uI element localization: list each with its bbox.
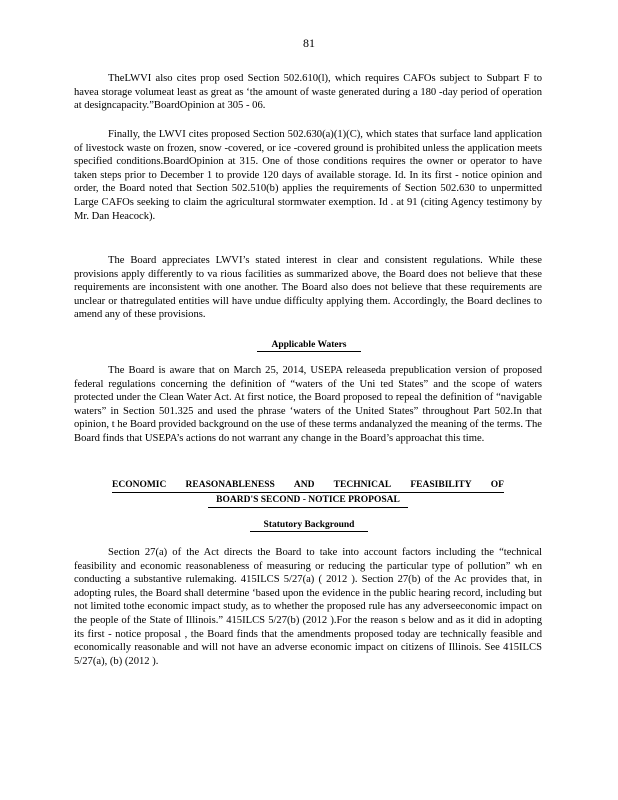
paragraph: The Board appreciates LWVI’s stated interest in clear and consistent regulations. While these provisions apply differently to va rious facilities as summarized above, the Board does not believe that these requirements are inconsistent with one another. The Board also does not believe that these requirements are unclear or thatregulated entities will have undue difficulty applying them. Accordingly, the Board declines to amend any of these provisions. (74, 255, 542, 321)
section-heading-economic-reasonableness (112, 478, 504, 508)
paragraph-board-appreciates (74, 254, 542, 322)
heading-line-2: BOARD'S SECOND - NOTICE PROPOSAL (208, 493, 408, 508)
paragraph: TheLWVI also cites prop osed Section 502.610(l), which requires CAFOs subject to Subpart F to havea storage volumeat least as great as ‘the amount of waste generated during a 180 -day period of operation at designcapacity.”BoardOpinion at 305 - 06. (74, 73, 542, 112)
paragraph: Finally, the LWVI cites proposed Section 502.630(a)(1)(C), which states that surface land application of livestock waste on frozen, snow -covered, or ice -covered ground is prohibited unless the application meets specified conditions.BoardOpinion at 315. One of those conditions requires the owner or operator to have taken steps prior to December 1 to provide 120 days of available storage. Id. In its first - notice opinion and order, the Board noted that Section 502.510(b) applies the requirements of Section 502.630 to unpermitted Large CAFOs seeking to claim the agricultural stormwater exemption. Id . at 91 (citing Agency testimony by Mr. Dan Heacock). (74, 129, 542, 222)
heading-line-1: ECONOMIC REASONABLENESS AND TECHNICAL FEASIBILITY OF (112, 478, 504, 493)
paragraph: The Board is aware that on March 25, 2014, USEPA releaseda prepublication version of proposed federal regulations concerning the definition of “waters of the Uni ted States” and the scope of waters protected under the Clean Water Act. At first notice, the Board proposed to repeal the definition of “navigable waters” in Section 501.325 and used the phrase ‘waters of the United States” throughout Part 502.In that opinion, t he Board provided background on the use of these terms andanalyzed the meaning of the terms. The Board finds that USEPA’s actions do not warrant any change in the Board’s approachat this time. (74, 365, 542, 444)
heading-statutory-background: Statutory Background (0, 520, 618, 530)
paragraph-usepa-waters (74, 364, 542, 446)
paragraph-land-application (74, 128, 542, 223)
page-number: 81 (303, 36, 315, 50)
paragraph-section-27 (74, 546, 542, 668)
paragraph-lwvi-storage (74, 72, 542, 113)
paragraph: Section 27(a) of the Act directs the Board to take into account factors including the “technical feasibility and economic reasonableness of measuring or reducing the particular type of pollution” wh en conducting a substantive rulemaking. 415ILCS 5/27(a) ( 2012 ). Section 27(b) of the Ac provides that, in adopting rules, the Board shall determine ‘based upon the evidence in the public hearing record, including but not limited tothe economic impact study, as to whether the proposed rule has any adverseeconomic impact on the people of the State of Illinois.” 415ILCS 5/27(b) (2012 ).For the reason s below and as it did in adopting its first - notice proposal , the Board finds that the amendments proposed today are technically feasible and economically reasonable and will not have an adverse economic impact on citizens of Illinois. See 415ILCS 5/27(a), (b) (2012 ). (74, 547, 542, 667)
heading-applicable-waters: Applicable Waters (0, 340, 618, 350)
